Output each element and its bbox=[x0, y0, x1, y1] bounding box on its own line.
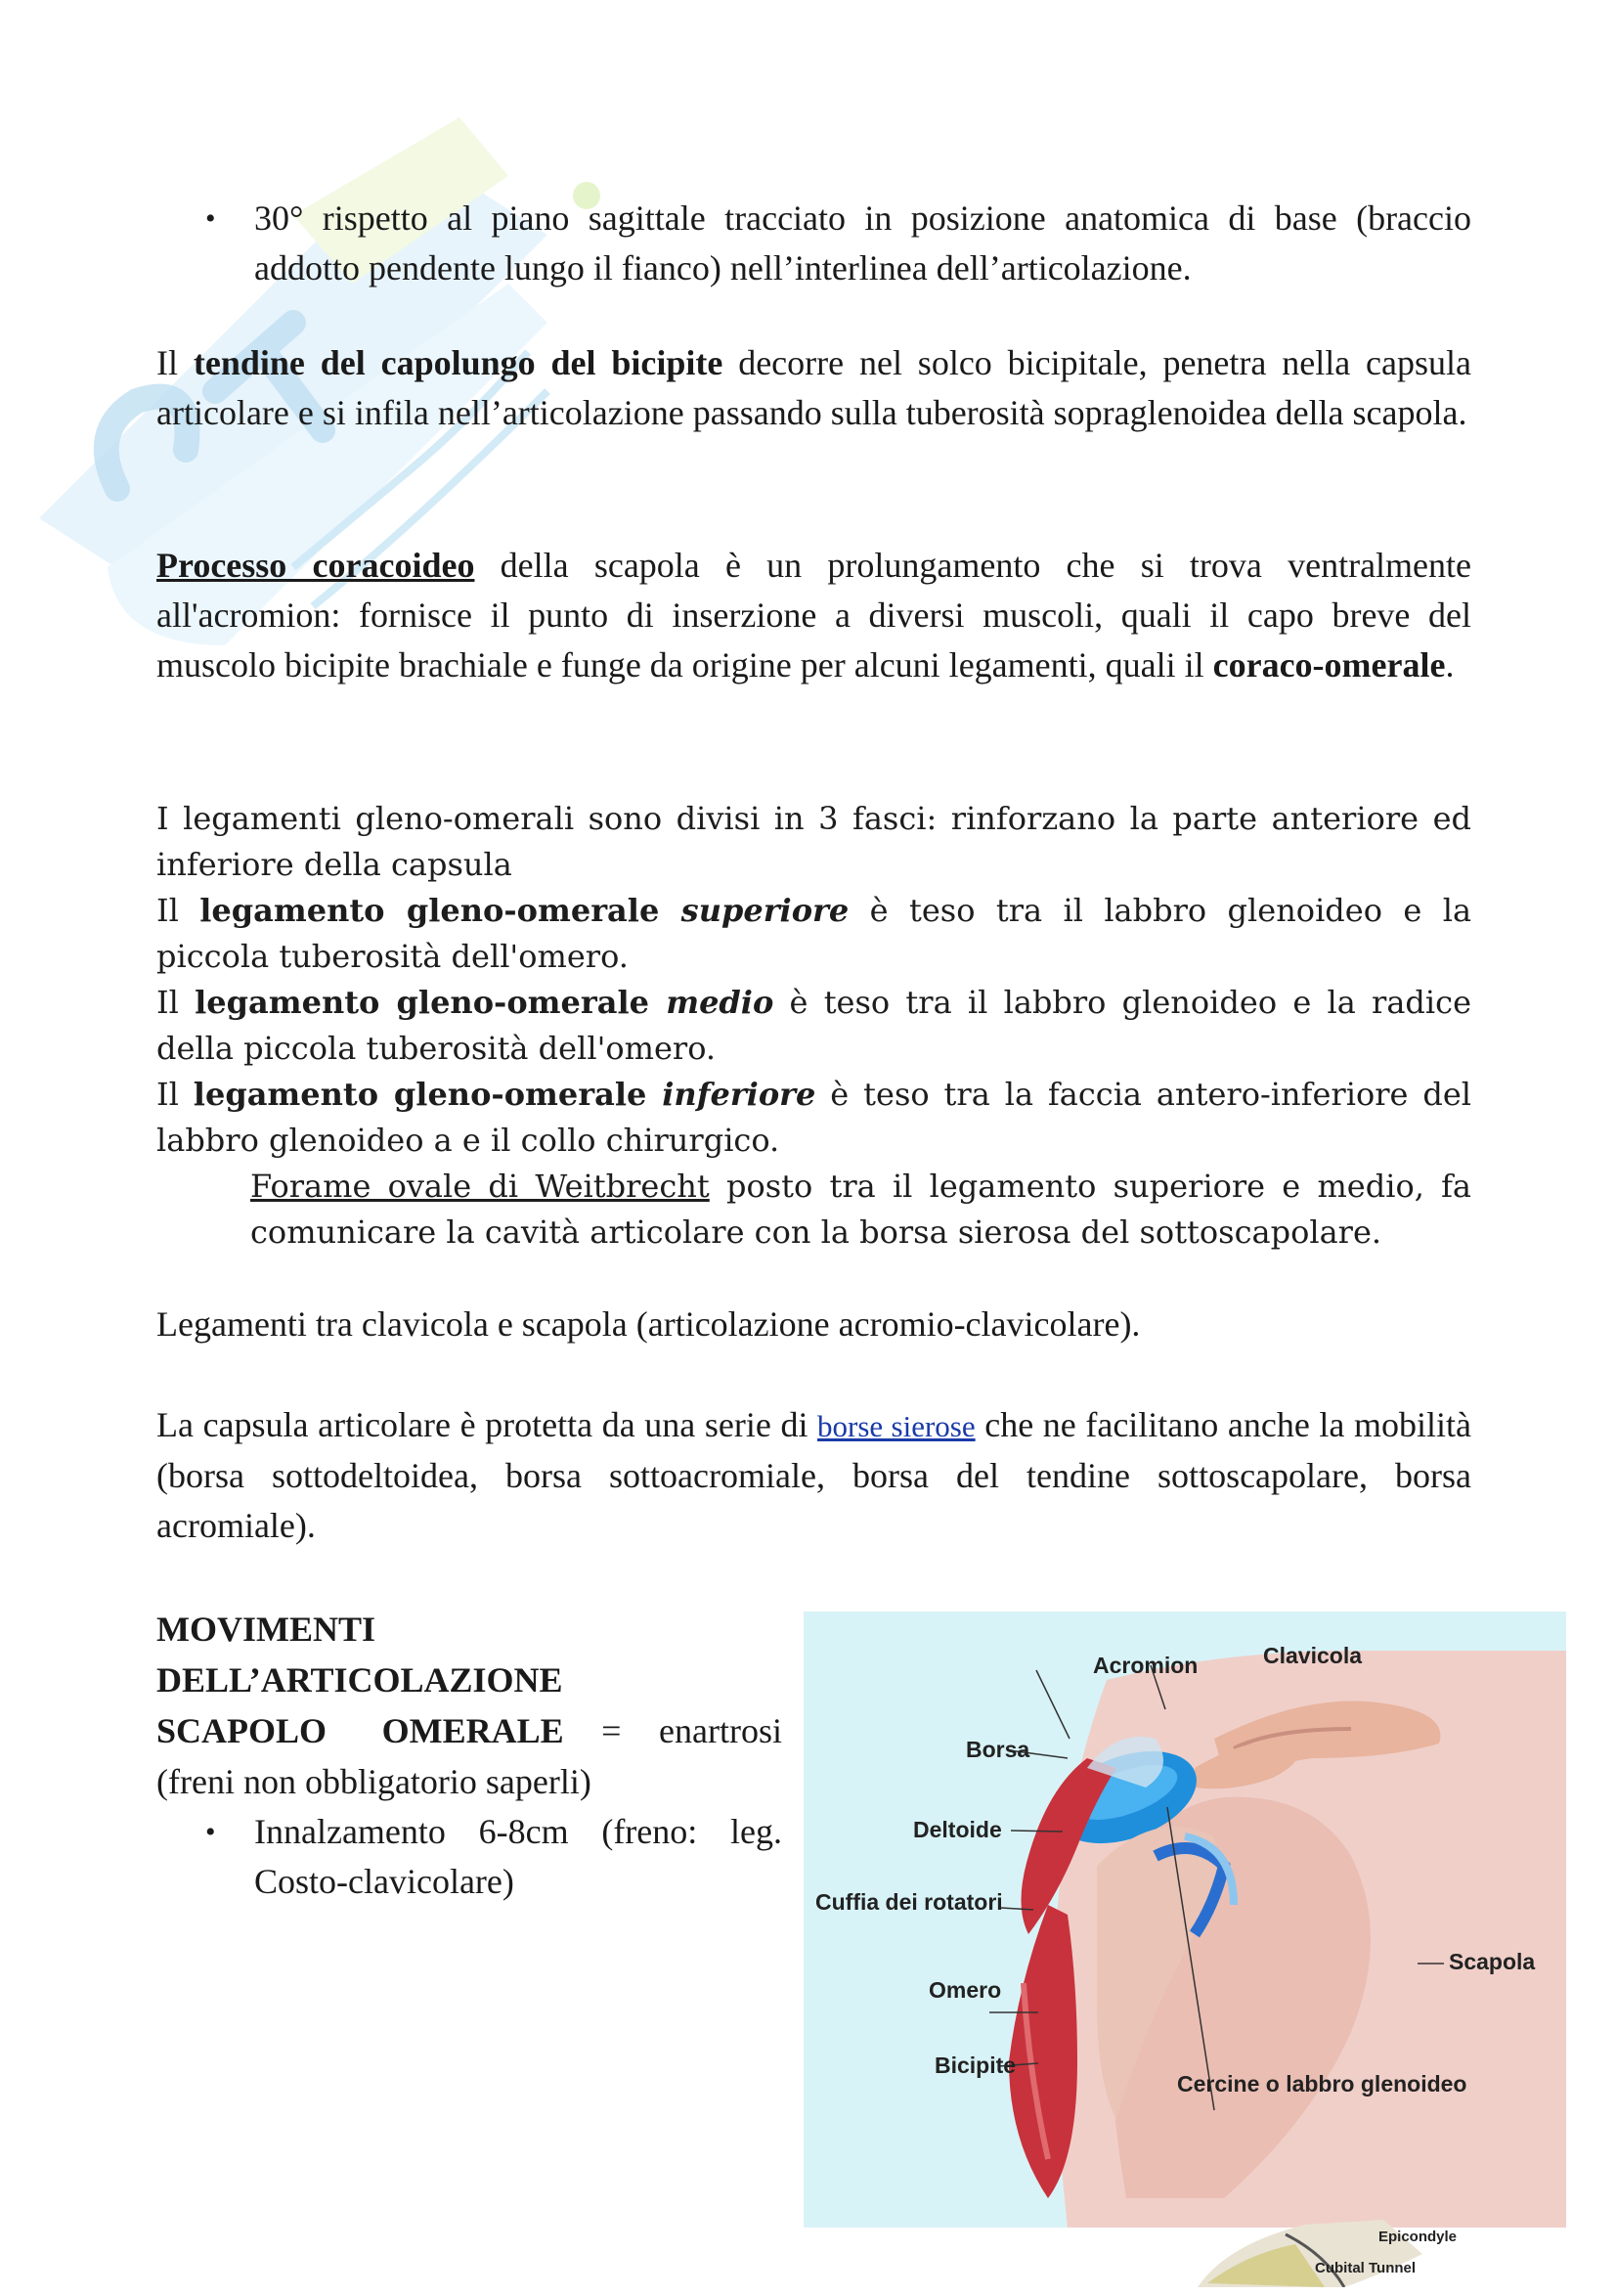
label-acromion: Acromion bbox=[1093, 1653, 1199, 1678]
movimenti-bullet: • Innalzamento 6-8cm (freno: leg. Costo-clavicolare) bbox=[156, 1807, 782, 1907]
gleno-superiore: Il legamento gleno-omerale superiore è teso tra il labbro glenoideo e la piccola tuberosità dell'omero. bbox=[156, 892, 1472, 975]
shoulder-illustration bbox=[804, 1612, 1566, 2228]
forame-weitbrecht: Forame ovale di Weitbrecht posto tra il legamento superiore e medio, fa comunicare la cavità articolare con la borsa sierosa del sottoscapolare. bbox=[250, 1168, 1472, 1251]
label-epicondyle: Epicondyle bbox=[1378, 2229, 1458, 2245]
paragraph-capsula: La capsula articolare è protetta da una serie di borse sierose che ne facilitano anche la mobilità (borsa sottodeltoidea, borsa sottoacromiale, borsa del tendine sottoscapolare, borsa acromiale). bbox=[156, 1405, 1471, 1545]
movimenti-section: MOVIMENTI DELL’ARTICOLAZIONE SCAPOLO OMERALE = enartrosi (freni non obbligatorio saperli) • Innalzamento 6-8cm (freno: leg. Costo-clavicolare) bbox=[156, 1604, 782, 1907]
label-cubital-tunnel: Cubital Tunnel bbox=[1315, 2260, 1417, 2276]
label-borsa: Borsa bbox=[966, 1737, 1030, 1762]
label-deltoide: Deltoide bbox=[913, 1817, 1002, 1842]
bullet-text: • 30° rispetto al piano sagittale tracciato in posizione anatomica di base (braccio addotto pendente lungo il fianco) nell’interlinea dell’articolazione. bbox=[156, 194, 1471, 293]
label-cercine: Cercine o labbro glenoideo bbox=[1177, 2071, 1467, 2097]
paragraph-legamenti: Legamenti tra clavicola e scapola (articolazione acromio-clavicolare). bbox=[156, 1304, 1141, 1344]
paragraph-tendine: Il tendine del capolungo del bicipite decorre nel solco bicipitale, penetra nella capsula articolare e si infila nell’articolazione passando sulla tuberosità sopraglenoidea della scapola. bbox=[156, 343, 1471, 432]
shoulder-anatomy-figure bbox=[804, 1612, 1566, 2228]
label-bicipite: Bicipite bbox=[935, 2053, 1017, 2078]
elbow-image-fragment bbox=[1188, 2215, 1520, 2287]
label-clavicola: Clavicola bbox=[1263, 1643, 1362, 1668]
label-cuffia: Cuffia dei rotatori bbox=[815, 1889, 1003, 1915]
label-omero: Omero bbox=[929, 1977, 1002, 2003]
borse-sierose-link[interactable]: borse sierose bbox=[817, 1409, 976, 1443]
gleno-medio: Il legamento gleno-omerale medio è teso tra il labbro glenoideo e la radice della piccola tuberosità dell'omero. bbox=[156, 984, 1472, 1067]
bullet-item bbox=[156, 194, 1471, 293]
gleno-intro: I legamenti gleno-omerali sono divisi in 3 fasci: rinforzano la parte anteriore ed inferiore della capsula bbox=[156, 800, 1471, 883]
gleno-inferiore: Il legamento gleno-omerale inferiore è teso tra la faccia antero-inferiore del labbro glenoideo a e il collo chirurgico. bbox=[156, 1076, 1472, 1159]
gleno-section bbox=[156, 796, 1471, 1256]
paragraph-processo: Processo coracoideo della scapola è un prolungamento che si trova ventralmente all'acromion: fornisce il punto di inserzione a diversi muscoli, quali il capo breve del muscolo bicipite brachiale e funge da origine per alcuni legamenti, quali il coraco-omerale. bbox=[156, 546, 1472, 684]
label-scapola: Scapola bbox=[1449, 1949, 1536, 1974]
